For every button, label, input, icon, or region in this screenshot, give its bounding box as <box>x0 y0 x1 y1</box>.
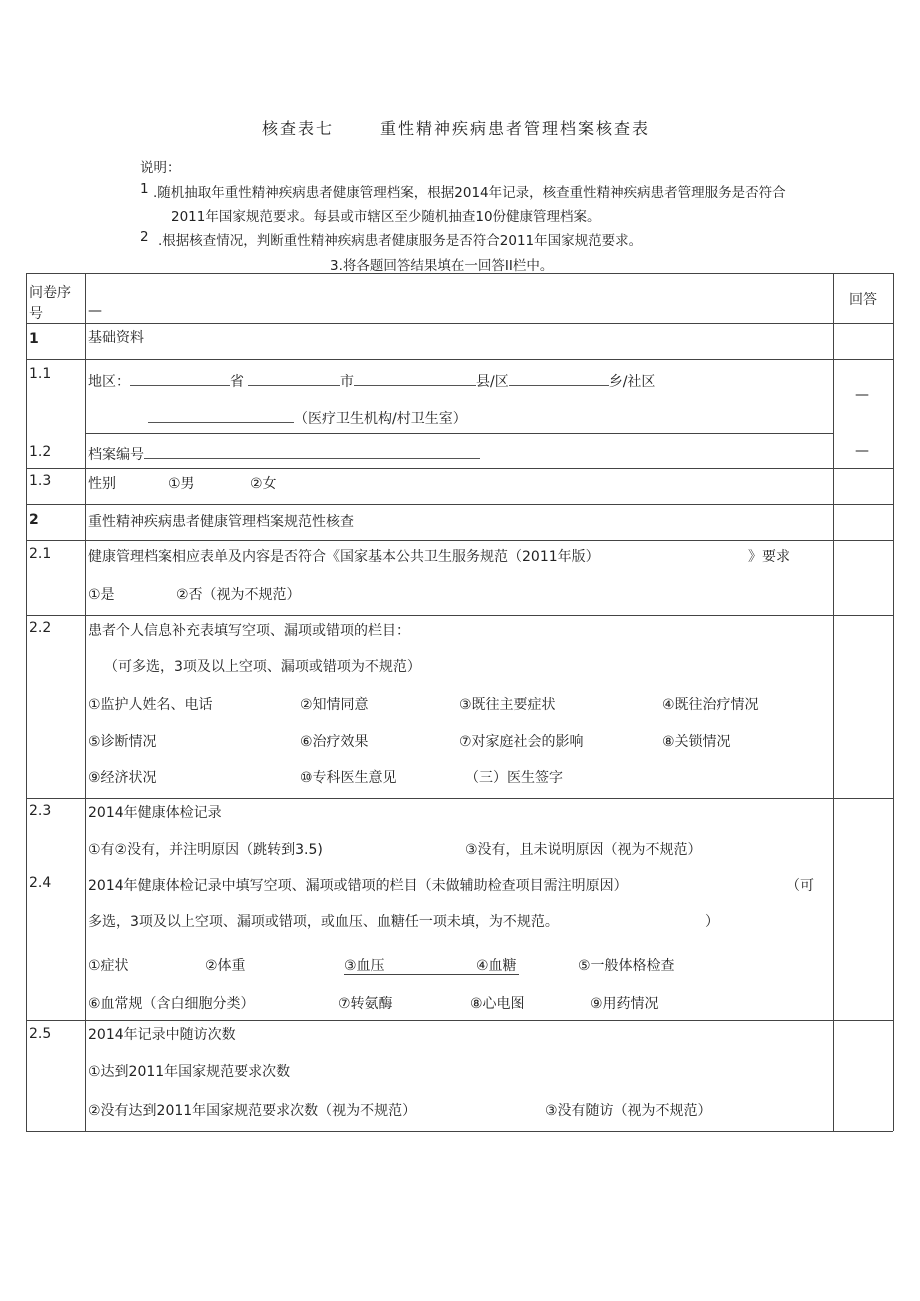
option-item[interactable]: ⑤一般体格检查 <box>578 958 675 974</box>
header-answer: 回答 <box>849 292 877 308</box>
grid-line <box>26 1131 893 1132</box>
county-field[interactable] <box>354 371 476 386</box>
town-field[interactable] <box>509 371 609 386</box>
question-text: 2014年健康体检记录 <box>88 805 222 821</box>
row-number: 2 <box>29 512 39 528</box>
section-title: 基础资料 <box>88 330 144 346</box>
gender-option-female[interactable]: ②女 <box>250 476 277 492</box>
option-item[interactable]: ⑦转氨酶 <box>338 996 393 1012</box>
option-item[interactable]: ④血糖 <box>476 958 517 974</box>
gender-option-male[interactable]: ①男 <box>168 476 195 492</box>
grid-line <box>85 273 86 1131</box>
row-number: 2.2 <box>29 620 52 636</box>
note-1-line-a: .随机抽取年重性精神疾病患者健康管理档案，根据2014年记录，核查重性精神疾病患者管理服务是否符合 <box>153 185 786 201</box>
row-number: 1.2 <box>29 444 52 460</box>
option-item[interactable]: ⑨用药情况 <box>590 996 659 1012</box>
grid-line <box>26 1020 893 1021</box>
option-item[interactable]: ⑧心电图 <box>470 996 525 1012</box>
answer-dash[interactable]: — <box>855 387 869 403</box>
province-label: 省 <box>230 374 244 390</box>
option-yes[interactable]: ①是 <box>88 587 115 603</box>
grid-line <box>26 468 893 469</box>
option-item[interactable]: ⑥治疗效果 <box>300 734 369 750</box>
grid-line <box>26 323 893 324</box>
note-2: .根据核查情况，判断重性精神疾病患者健康服务是否符合2011年国家规范要求。 <box>158 233 643 249</box>
note-3: 3.将各题回答结果填在一回答II栏中。 <box>330 258 554 274</box>
option-item[interactable]: ③血压 <box>344 958 385 974</box>
note-1-number: 1 <box>140 181 149 197</box>
option-item[interactable]: ⑤诊断情况 <box>88 734 157 750</box>
option-item[interactable]: ③既往主要症状 <box>459 697 556 713</box>
question-note: （可多选，3项及以上空项、漏项或错项为不规范） <box>104 659 421 675</box>
city-label: 市 <box>340 374 354 390</box>
town-label: 乡/社区 <box>608 374 656 390</box>
question-text-end: 》要求 <box>748 549 790 565</box>
org-line <box>148 408 467 428</box>
header-seq: 问卷序 <box>29 285 71 301</box>
header-dash: — <box>88 303 102 319</box>
grid-line <box>893 273 894 1131</box>
page-title: 重性精神疾病患者管理档案核查表 <box>380 119 651 138</box>
question-text-2: 多选，3项及以上空项、漏项或错项，或血压、血糖任一项未填，为不规范。 <box>88 914 559 930</box>
option-item[interactable]: ④既往治疗情况 <box>662 697 759 713</box>
grid-line <box>26 359 893 360</box>
note-1-line-b: 2011年国家规范要求。每县或市辖区至少随机抽查10份健康管理档案。 <box>171 209 601 225</box>
grid-line <box>26 798 893 799</box>
question-text-close: ） <box>705 914 719 930</box>
option-item[interactable]: ②没有达到2011年国家规范要求次数（视为不规范） <box>88 1103 417 1119</box>
option-item[interactable]: ②知情同意 <box>300 697 369 713</box>
option-item[interactable]: ⑩专科医生意见 <box>300 770 397 786</box>
grid-line <box>26 273 27 1131</box>
grid-line <box>26 273 893 274</box>
grid-line <box>26 540 893 541</box>
row-number: 1 <box>29 331 39 347</box>
row-number: 2.5 <box>29 1026 52 1042</box>
question-text: 2014年记录中随访次数 <box>88 1027 236 1043</box>
note-2-number: 2 <box>140 229 149 245</box>
county-label: 县/区 <box>476 374 509 390</box>
file-number-line <box>88 444 480 464</box>
option-item[interactable]: ③没有，且未说明原因（视为不规范） <box>465 842 702 858</box>
option-item[interactable]: ①监护人姓名、电话 <box>88 697 213 713</box>
grid-line <box>85 433 833 434</box>
form-code: 核查表七 <box>262 119 335 138</box>
org-label: （医疗卫生机构/村卫生室） <box>294 411 467 427</box>
grid-line <box>833 273 834 1131</box>
notes-heading: 说明： <box>140 160 181 176</box>
question-text: 健康管理档案相应表单及内容是否符合《国家基本公共卫生服务规范（2011年版） <box>88 549 600 565</box>
file-number-label: 档案编号 <box>88 447 144 463</box>
grid-line <box>26 615 893 616</box>
area-line <box>88 371 655 391</box>
question-text: 2014年健康体检记录中填写空项、漏项或错项的栏目（未做辅助检查项目需注明原因） <box>88 878 628 894</box>
row-number: 2.1 <box>29 546 52 562</box>
gender-label: 性别 <box>88 476 116 492</box>
row-number: 1.3 <box>29 473 52 489</box>
answer-dash[interactable]: — <box>855 443 869 459</box>
question-text-end: （可 <box>786 878 814 894</box>
option-item[interactable]: ⑨经济状况 <box>88 770 157 786</box>
option-no[interactable]: ②否（视为不规范） <box>176 587 301 603</box>
option-item[interactable]: ⑧关锁情况 <box>662 734 731 750</box>
area-label: 地区： <box>88 374 130 390</box>
option-item[interactable]: ①达到2011年国家规范要求次数 <box>88 1064 291 1080</box>
question-text: 患者个人信息补充表填写空项、漏项或错项的栏目： <box>88 623 410 639</box>
file-number-field[interactable] <box>144 444 480 459</box>
row-number: 1.1 <box>29 366 52 382</box>
option-item[interactable]: ②体重 <box>205 958 246 974</box>
row-number: 2.3 <box>29 803 52 819</box>
grid-line <box>26 504 893 505</box>
city-field[interactable] <box>248 371 340 386</box>
option-item[interactable]: ⑥血常规（含白细胞分类） <box>88 996 255 1012</box>
header-seq-2: 号 <box>29 306 43 322</box>
option-item[interactable]: ①有②没有，并注明原因（跳转到3.5) <box>88 842 323 858</box>
province-field[interactable] <box>130 371 230 386</box>
row-number: 2.4 <box>29 875 52 891</box>
org-field[interactable] <box>148 408 294 423</box>
underlined-options <box>344 955 519 975</box>
section-title: 重性精神疾病患者健康管理档案规范性核查 <box>88 514 354 530</box>
option-item[interactable]: ①症状 <box>88 958 129 974</box>
option-item[interactable]: ⑦对家庭社会的影响 <box>459 734 584 750</box>
option-item[interactable]: （三）医生签字 <box>465 770 563 786</box>
option-item[interactable]: ③没有随访（视为不规范） <box>545 1103 712 1119</box>
